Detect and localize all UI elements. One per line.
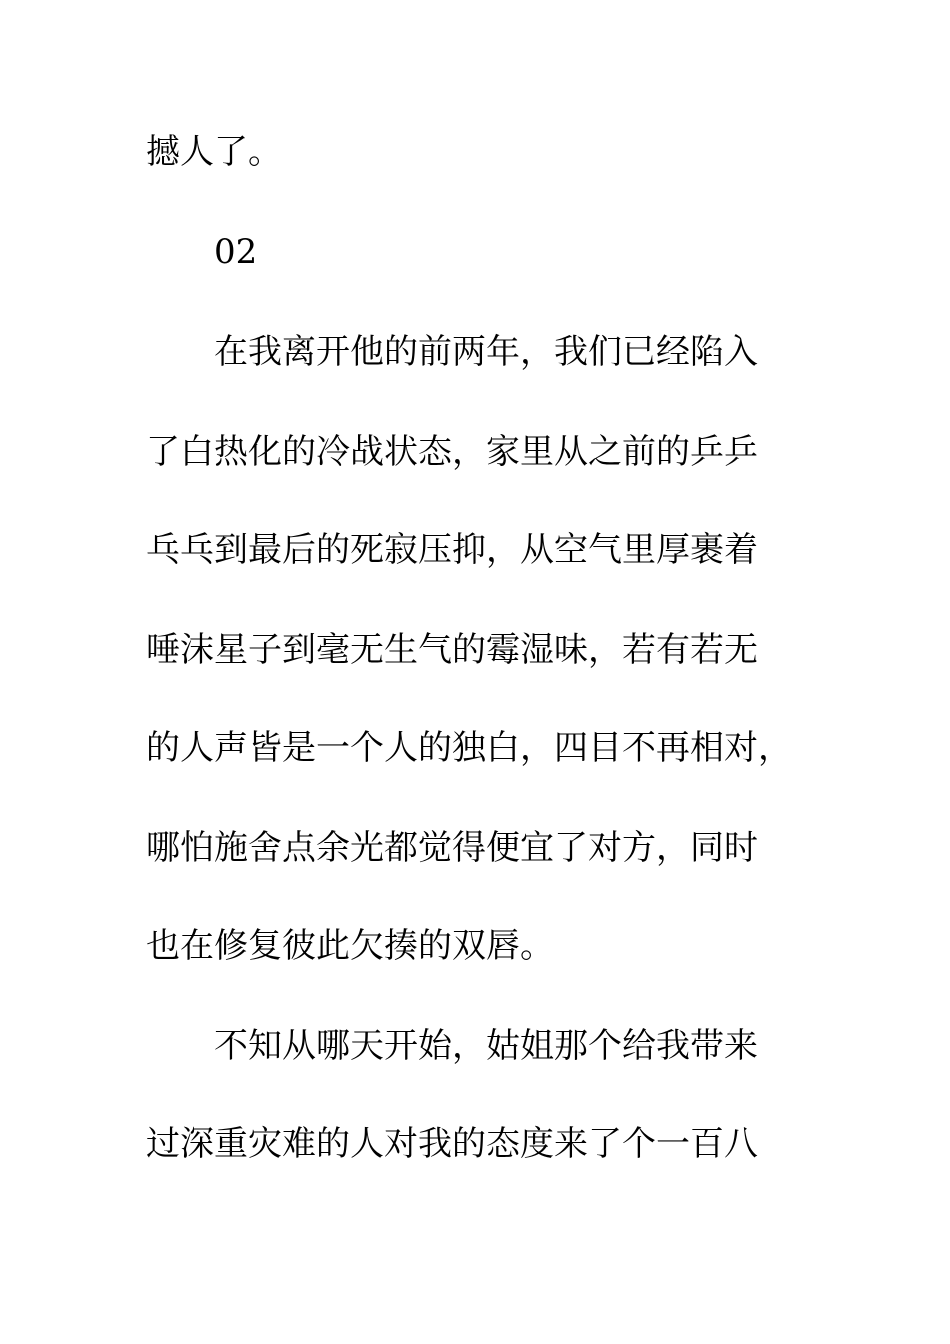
text-line: 过深重灾难的人对我的态度来了个一百八 xyxy=(146,1124,758,1164)
paragraph-start: 在我离开他的前两年，我们已经陷入 xyxy=(214,332,758,372)
text-line: 哪怕施舍点余光都觉得便宜了对方，同时 xyxy=(146,828,758,868)
section-number: 02 xyxy=(214,232,258,272)
text-line: 的人声皆是一个人的独白，四目不再相对， xyxy=(146,728,792,768)
text-line: 也在修复彼此欠揍的双唇。 xyxy=(146,926,554,966)
text-line: 了白热化的冷战状态，家里从之前的乒乒 xyxy=(146,432,758,472)
text-line: 唾沫星子到毫无生气的霉湿味，若有若无 xyxy=(146,630,758,670)
paragraph-start: 不知从哪天开始，姑姐那个给我带来 xyxy=(214,1026,758,1066)
text-line: 乓乓到最后的死寂压抑，从空气里厚裹着 xyxy=(146,530,758,570)
text-line: 撼人了。 xyxy=(146,132,282,172)
